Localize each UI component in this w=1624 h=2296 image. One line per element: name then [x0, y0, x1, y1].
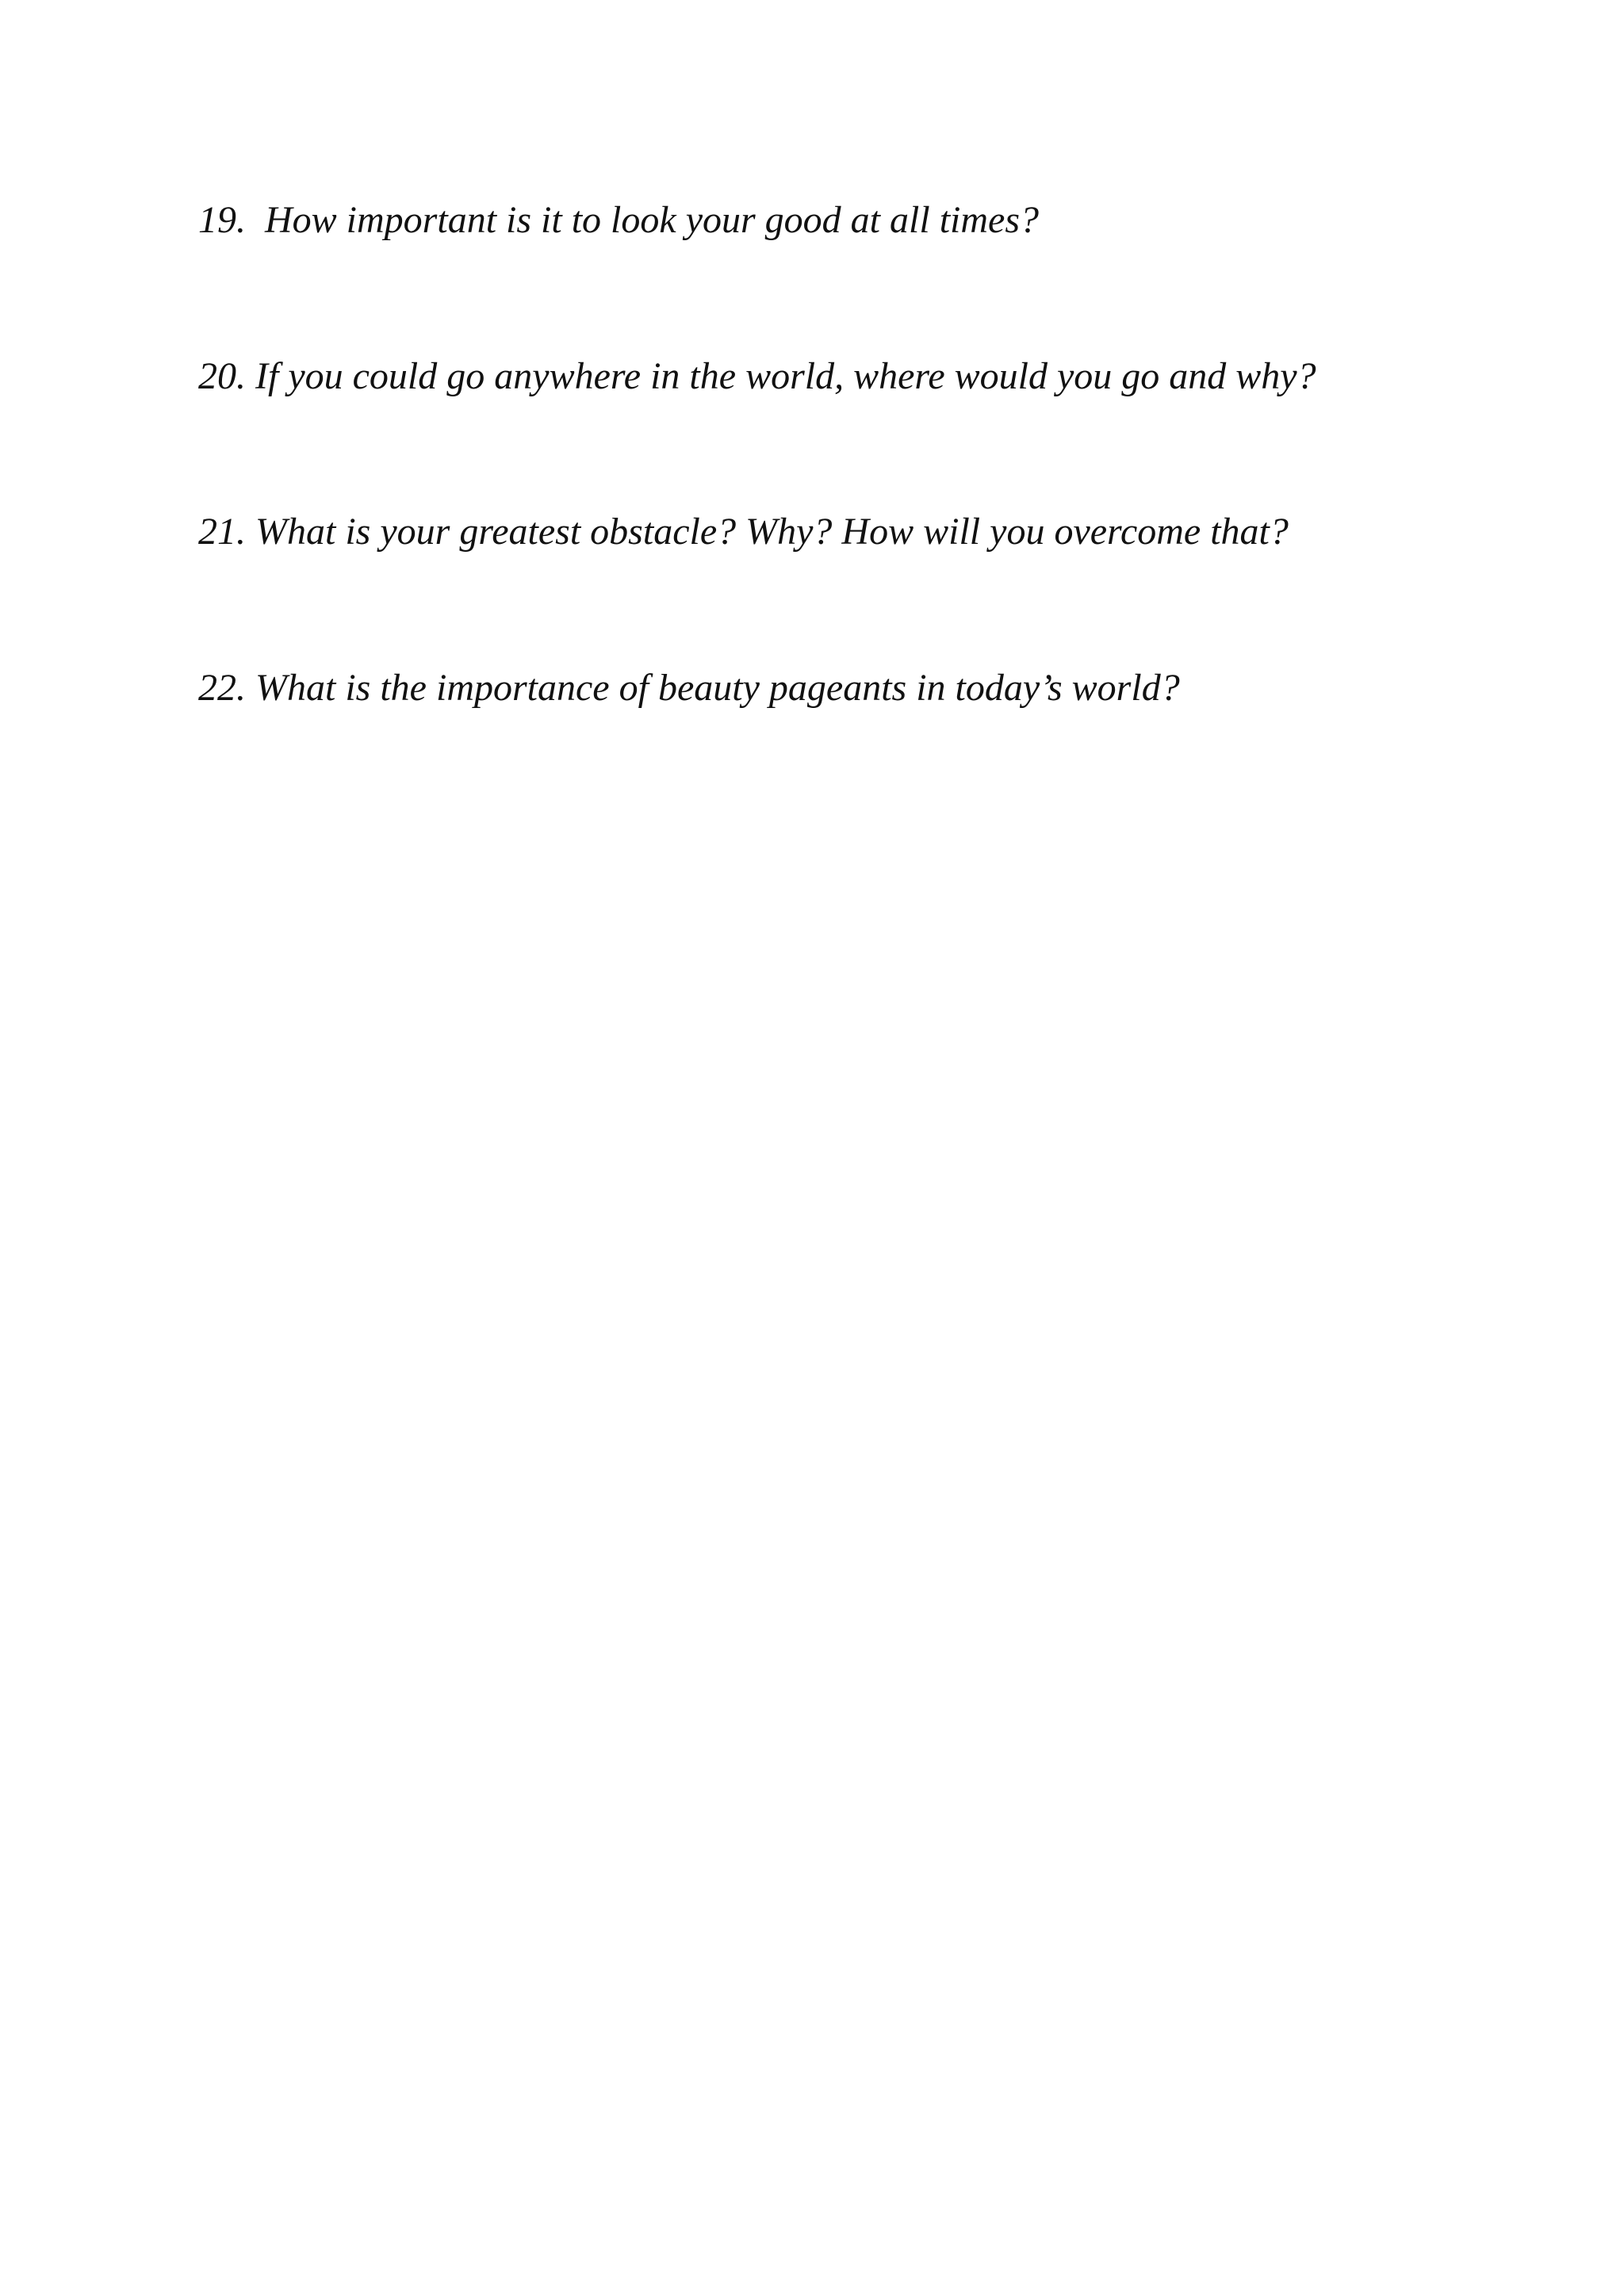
question-19: 19. How important is it to look your good at all times? [198, 199, 1040, 241]
question-21: 21. What is your greatest obstacle? Why? How will you overcome that? [198, 511, 1289, 553]
question-20: 20. If you could go anywhere in the world, where would you go and why? [198, 355, 1316, 397]
question-22: 22. What is the importance of beauty pageants in today’s world? [198, 667, 1180, 709]
